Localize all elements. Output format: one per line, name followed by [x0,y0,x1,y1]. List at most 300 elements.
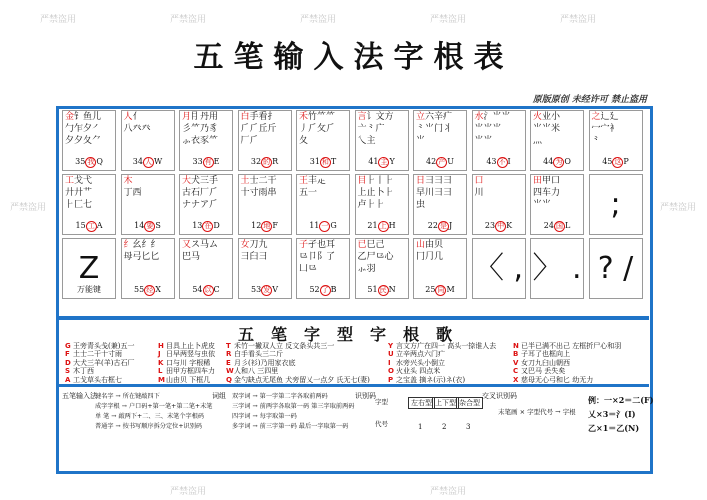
key-code [122,221,174,232]
watermark: 严禁盗用 [170,15,207,25]
key-code [180,157,232,168]
key-root-primary: 立 [416,112,426,122]
key-code [63,221,115,232]
key-word-circle: 这 [614,158,622,166]
key-root-line: 厂⺁ [240,136,259,146]
key-code-number: 44 [543,157,554,166]
watermark: 严禁盗用 [170,487,207,497]
key-root-line: 乀主 [357,136,376,146]
shape-type-box: 杂合型 [456,397,483,409]
key-slash-glyph: ? / [597,251,634,286]
song-key-letter: K [158,358,164,367]
key-e [179,110,233,171]
key-code-number: 32 [250,157,262,166]
key-root-line: ⺌⺌⺌ [474,124,502,134]
song-key-letter: P [388,375,394,384]
key-root-line [122,175,174,187]
key-root-line: ⺀⺌门丬 [416,124,453,134]
song-key-letter: G [65,342,71,350]
key-semicolon [589,174,643,235]
key-word-circle: 人 [144,158,152,166]
key-root-line: 虫 [416,200,426,210]
key-root-rest: 甲口 [542,176,561,186]
key-slash [589,238,643,299]
key-root-line: ⺗羽 [357,264,376,274]
key-root-line [63,175,115,187]
song-line [65,376,134,384]
key-word-circle: 要 [146,222,154,230]
song-key-letter: I [388,358,391,367]
key-root-line [122,111,174,123]
song-text: 目具上止卜虎皮 [166,342,215,350]
rule-head-input: 五笔输入法 [62,392,97,400]
key-p [589,110,643,171]
song-key-letter: Q [226,375,232,384]
song-line [158,367,215,375]
key-root-line: 夂 [299,136,309,146]
key-letter: G [330,221,337,230]
key-root-line: 早川⺕⺕ [416,188,453,198]
key-root-primary: 又 [182,240,192,250]
song-text: 田甲方框四车力 [166,367,215,376]
rule-item: 双字词 → 第一字第二字各取前两码 [232,393,328,400]
key-root-primary: 王 [299,176,309,186]
key-root-rest: ス马ム [191,240,219,250]
song-key-letter: R [226,350,232,359]
key-letter: M [446,285,455,294]
keyboard-grid [62,110,650,313]
song-line [513,359,621,367]
key-root-primary: 田 [533,176,543,186]
song-text: 山由贝 下框几 [166,375,211,384]
song-text: 白手看头三二斤 [234,350,283,359]
song-line [513,350,621,358]
key-root-primary: 口 [474,176,484,186]
key-code [239,157,291,168]
key-word-circle: 国 [555,222,563,230]
key-root-line [531,111,583,123]
watermark: 严禁盗用 [560,15,597,25]
key-root-primary: 已 [357,240,367,250]
key-code-number: 23 [484,221,496,230]
song-key-letter: X [513,375,519,384]
rule-head-cross: 交叉识别码 [482,392,517,400]
key-g [296,174,350,235]
key-root-rest: 辶廴 [600,112,619,122]
key-root-line: 五一 [299,188,318,198]
key-root-line: 古石厂⺁ [182,188,219,198]
key-code [531,221,583,232]
key-root-rest: 士二干 [249,176,277,186]
key-code-number: 53 [251,285,262,294]
key-root-line: ⺗衣豕⺮ [182,136,219,146]
song-line [158,359,215,367]
key-root-line [473,175,525,187]
key-root-primary: 日 [416,176,426,186]
key-letter: Y [389,157,395,166]
key-root-rest: 刀九 [249,240,268,250]
key-code-number: 31 [309,157,320,166]
key-code-number: 42 [426,157,437,166]
key-code-number: 43 [486,157,497,166]
key-code [297,285,349,296]
example-equation: 乙×1＝乙(N) [588,423,640,433]
key-root-rest: 由贝 [425,240,444,250]
key-root-line: 彡⺮乃豸 [182,124,219,134]
key-code-number: 21 [367,221,378,230]
key-word-circle: 民 [379,286,387,294]
key-root-primary: 水 [474,112,484,122]
rule-cross-text: 末笔画 × 字型代号 → 字根 [498,408,576,416]
key-word-circle: 的 [263,158,271,166]
key-code [356,285,408,296]
key-code [239,221,291,232]
key-letter: B [330,285,337,294]
song-text: 又巴马 丢失矣 [521,367,566,376]
key-w [121,110,175,171]
song-key-letter: W [226,367,234,376]
song-text: 大犬三羊(羊)古石厂 [73,358,135,367]
song-key-letter: E [226,358,231,367]
key-code [414,221,466,232]
key-letter: A [96,221,103,230]
key-root-line: 亠⺀广 [357,124,385,134]
rule-item: 键名字 → 所在键敲四下 [95,393,160,400]
key-t [296,110,350,171]
key-root-line: ⺋卩阝了 [299,252,336,262]
key-letter: T [330,157,337,166]
key-root-line: 丿⺁攵⺁ [299,124,336,134]
key-k [472,174,526,235]
song-key-letter: Y [388,342,394,350]
shape-type-box: 上下型 [432,397,459,409]
key-letter: J [448,221,453,230]
key-root-primary: 人 [123,112,133,122]
song-text: 火业头 四点米 [396,367,441,376]
song-column [65,342,134,384]
key-root-line [63,111,115,123]
shape-code: 2 [442,423,447,431]
key-root-line: 凵⺋ [299,264,318,274]
song-key-letter: A [65,375,71,384]
song-text: 言文方广在四一 高头一捺谁人去 [396,342,497,350]
key-r [238,110,292,171]
key-root-line: ⺀ [591,136,601,146]
key-root-line: 母弓匕匕 [123,252,160,262]
key-code-number: 13 [192,221,203,230]
key-letter: N [388,285,396,294]
key-code [590,157,642,168]
key-code [180,221,232,232]
key-root-line [180,239,232,251]
key-h [355,174,409,235]
key-root-line: ⺌⺌ [533,200,552,210]
key-root-primary: 禾 [299,112,309,122]
song-line [226,350,370,358]
divider [59,384,649,387]
key-root-rest: 六辛疒 [425,112,453,122]
key-root-rest: 手看扌 [249,112,277,122]
key-n [355,238,409,299]
key-root-line: ⺁⺁丘斤 [240,124,277,134]
key-code [122,285,174,296]
song-key-letter: D [65,358,71,367]
key-root-line [239,239,291,251]
key-code-number: 12 [251,221,262,230]
key-code-number: 35 [75,157,86,166]
key-root-line: 上止卜⺊ [357,188,394,198]
key-root-primary: 月 [182,112,192,122]
key-comma-glyph: 〈 , [473,251,524,286]
key-m [413,238,467,299]
song-line [158,350,215,358]
key-z-glyph: Z [78,251,100,286]
song-line [65,367,134,375]
song-line [226,367,370,375]
song-text: 金勺缺点无尾鱼 犬旁留乂一点夕 氏无七(妻) [234,375,370,384]
song-column [226,342,370,384]
watermark: 严禁盗用 [430,15,467,25]
key-code-number: 14 [134,221,145,230]
key-root-rest: 亻 [132,112,142,122]
rule-item: 多字词 → 前三字第一码 最后一字取第一码 [232,423,349,430]
shape-code: 3 [466,423,471,431]
rule-head-phrase: 词组 [212,392,226,400]
song-key-letter: L [158,367,163,376]
song-key-letter: B [513,350,519,359]
key-code-number: 45 [602,157,613,166]
key-letter: E [213,157,220,166]
key-root-primary: 火 [533,112,543,122]
key-root-line: 巴马 [182,252,201,262]
key-root-line: 川 [474,188,484,198]
rule-item: 单 笔 → 敲两下+二、三、末笔个字根码 [95,413,205,420]
key-root-rest: 竹⺮⺮ [308,112,336,122]
key-root-line: 夕夕夂⺈ [65,136,102,146]
key-root-primary: 纟 [123,240,133,250]
song-column [158,342,215,384]
key-semicolon-glyph: ; [610,187,621,222]
key-root-primary: 大 [182,176,192,186]
key-root-primary: 目 [357,176,367,186]
song-line [513,367,621,375]
key-z [62,238,116,299]
key-root-line: 四车力 [533,188,561,198]
key-code-number: 41 [368,157,379,166]
song-title: 五笔字型字根歌 [237,325,469,344]
watermark: 严禁盗用 [10,203,47,213]
song-text: 木丁西 [73,367,94,376]
song-line [65,350,134,358]
key-word-circle: 发 [263,286,271,294]
rule-item: 普通字 → 按书写顺序拆分定位+识别码 [95,423,203,430]
song-column [388,342,496,384]
song-text: 立辛两点六门疒 [396,350,445,359]
song-text: 日早两竖与虫依 [166,350,215,359]
key-c [179,238,233,299]
key-letter: K [506,221,513,230]
key-code [180,285,232,296]
key-root-line [356,175,408,187]
key-f [238,174,292,235]
key-root-line [473,111,525,123]
rule-item: 三字词 → 前两字各取第一码 第三字取前两码 [232,403,355,410]
key-j [413,174,467,235]
key-letter: R [272,157,279,166]
key-root-rest: 幺纟纟 [132,240,160,250]
key-code-number: 51 [367,285,378,294]
song-text: 子耳了也框向上 [521,350,570,359]
song-text: 慈母无心弓和匕 幼无力 [521,375,594,384]
key-code [356,157,408,168]
song-text: 月彡(衫)乃用家衣底 [234,358,296,367]
key-letter: I [507,157,511,166]
key-root-line [180,175,232,187]
song-column [513,342,621,384]
key-code [414,157,466,168]
song-text: 工戈草头右框七 [73,375,122,384]
key-root-primary: 山 [416,240,426,250]
key-letter: O [564,157,571,166]
key-code [239,285,291,296]
key-root-line: 丁西 [123,188,142,198]
song-text: 已半已满不出己 左框折尸心和羽 [521,342,622,350]
key-l [530,174,584,235]
key-root-line [356,111,408,123]
key-code-number: 25 [425,285,436,294]
key-q [62,110,116,171]
key-root-primary: 白 [240,112,250,122]
shape-type-box: 左右型 [408,397,435,409]
key-root-primary: 土 [240,176,250,186]
key-root-line: ⺌⺌米 [533,124,561,134]
key-word-circle: 了 [321,286,329,294]
song-key-letter: C [513,367,519,376]
key-root-primary: 女 [240,240,250,250]
key-root-line: 十寸雨串 [240,188,277,198]
key-root-line: 冂⺆几 [416,252,444,262]
key-letter: U [447,157,454,166]
key-comma [472,238,526,299]
key-root-line [590,111,642,123]
song-key-letter: H [158,342,164,350]
key-word-circle: 同 [437,286,445,294]
key-root-line: 彐臼⺕ [240,252,268,262]
key-word-circle: 有 [204,158,212,166]
song-text: 王旁青头戋(兼)五一 [73,342,135,350]
key-letter: C [213,285,220,294]
key-s [121,174,175,235]
key-letter: V [272,285,278,294]
key-word-circle: 中 [497,222,505,230]
key-word-circle: 我 [87,158,95,166]
key-code [414,285,466,296]
key-code [356,221,408,232]
key-root-line [414,239,466,251]
key-root-line [122,239,174,251]
key-root-line: 卢⺊⺊ [357,200,385,210]
rule-head-id: 识别码 [355,392,376,400]
key-root-line: 冖宀衤 [591,124,619,134]
song-text: 水旁兴头小倒立 [396,358,445,367]
song-key-letter: V [513,358,519,367]
song-text: 土士二干十寸雨 [73,350,122,359]
key-v [238,238,292,299]
key-root-rest: ⺕⺕⺕ [425,176,453,186]
key-word-circle: 为 [555,158,563,166]
song-key-letter: T [226,342,231,350]
key-root-primary: 言 [357,112,367,122]
key-root-line [239,175,291,187]
key-o [530,110,584,171]
key-word-circle: 经 [146,286,154,294]
watermark: 严禁盗用 [40,15,77,25]
watermark: 严禁盗用 [430,487,467,497]
key-u [413,110,467,171]
key-word-circle: 地 [263,222,271,230]
key-root-rest: 戈弋 [74,176,93,186]
key-b [296,238,350,299]
key-i [472,110,526,171]
key-root-rest: ⺊丨⺊ [366,176,394,186]
key-root-line [356,239,408,251]
rule-item: 成字字根 → 户口码+第一笔+第二笔+末笔 [95,403,213,410]
key-root-rest: 犬三手 [191,176,219,186]
key-root-line: ⺌⺌ [474,136,493,146]
key-root-line: 灬 [533,136,543,146]
example-equation: 例：一×2＝二(F) [588,395,654,405]
key-letter: L [564,221,571,230]
key-word-circle: 产 [438,158,446,166]
key-word-circle: 工 [87,222,95,230]
key-period-glyph: 〉 . [532,251,582,286]
shape-code: 1 [418,423,423,431]
song-line [158,376,215,384]
key-code [473,157,525,168]
key-code-number: 34 [132,157,143,166]
key-word-circle: 以 [204,286,212,294]
key-code [297,221,349,232]
song-line [388,350,496,358]
song-line [388,359,496,367]
key-letter: H [388,221,396,230]
key-word-circle: 不 [498,158,506,166]
key-code [473,221,525,232]
key-letter: P [623,157,629,166]
song-text: 之宝盖 摘ネ(示)ネ(衣) [396,375,466,384]
key-root-line: ⺌ [416,136,426,146]
key-root-primary: 木 [123,176,133,186]
song-key-letter: M [158,375,165,384]
key-root-line [531,175,583,187]
key-word-circle: 和 [321,158,329,166]
key-d [179,174,233,235]
key-root-line [414,111,466,123]
key-root-primary: 子 [299,240,309,250]
key-code-number: 55 [134,285,145,294]
song-line [388,376,496,384]
rule-label: 字型 [375,398,388,406]
key-root-line [414,175,466,187]
key-root-rest: ⺝丹用 [191,112,219,122]
key-code [63,157,115,168]
key-root-line: 廾廾艹 [65,188,93,198]
key-root-primary: 金 [65,112,75,122]
key-x [121,238,175,299]
key-root-line [297,239,349,251]
song-line [65,359,134,367]
key-word-circle: 在 [204,222,212,230]
